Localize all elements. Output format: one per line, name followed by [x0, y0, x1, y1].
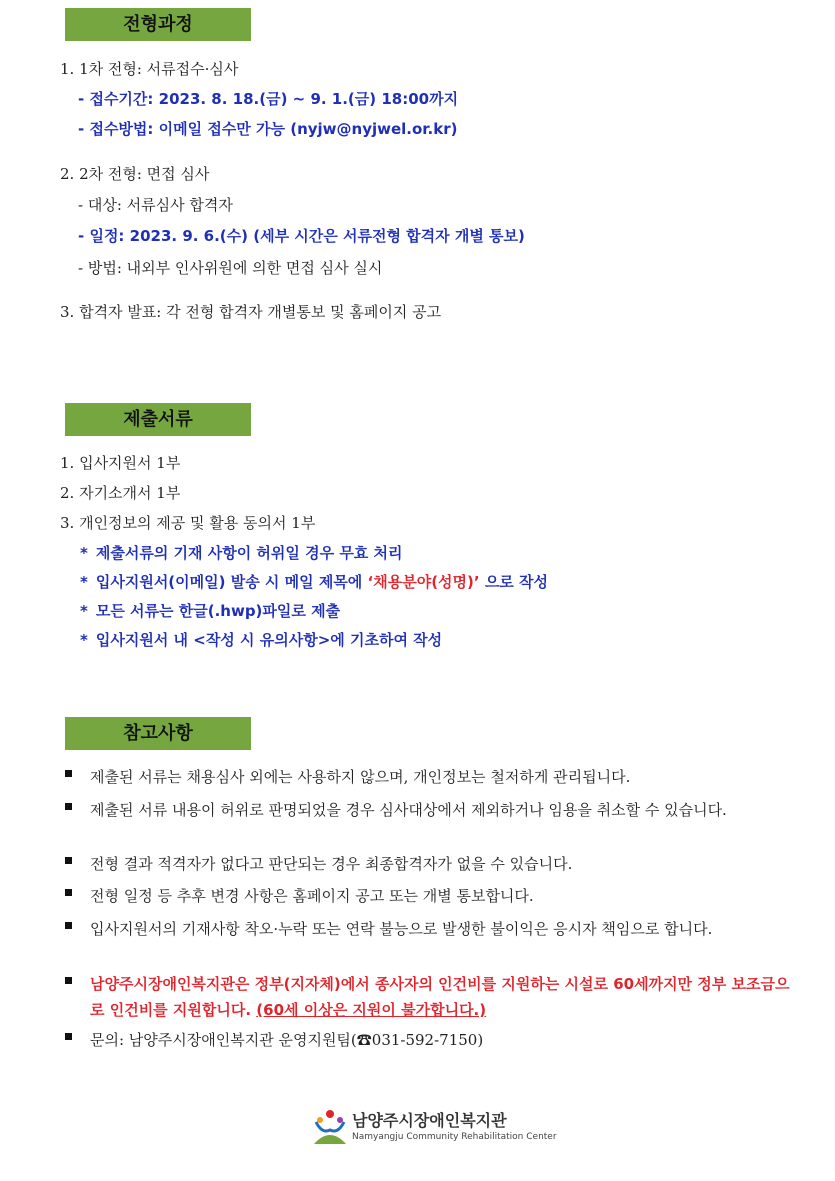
square-bullet-icon: [65, 770, 72, 777]
note-bullet-1-text: 제출된 서류는 채용심사 외에는 사용하지 않으며, 개인정보는 철저하게 관리됩니다.: [90, 768, 631, 786]
note-bullet-6-text: [65, 971, 790, 1023]
org-logo: [310, 1108, 557, 1152]
doc-note-4-text: 입사지원서 내 <작성 시 유의사항>에 기초하여 작성: [95, 631, 443, 649]
note-bullet-2-text: 제출된 서류 내용이 허위로 판명되었을 경우 심사대상에서 제외하거나 임용을 취소할 수 있습니다.: [90, 801, 727, 819]
note-bullet-4: [65, 883, 790, 909]
doc-item-1: 1. 입사지원서 1부: [60, 454, 181, 472]
asterisk-icon: *: [80, 544, 88, 562]
note-bullet-2: [65, 797, 790, 823]
note-bullet-1: [65, 764, 790, 790]
note-bullet-3-text: 전형 결과 적격자가 없다고 판단되는 경우 최종합격자가 없을 수 있습니다.: [90, 855, 573, 873]
org-name-english: Namyangju Community Rehabilitation Center: [352, 1132, 557, 1142]
process-item-2: 2. 2차 전형: 면접 심사: [60, 165, 210, 183]
note-bullet-3: [65, 851, 790, 877]
asterisk-icon: *: [80, 573, 88, 591]
doc-note-2-text-b: 으로 작성: [479, 573, 548, 591]
doc-note-2: [80, 571, 548, 592]
application-period: - 접수기간: 2023. 8. 18.(금) ~ 9. 1.(금) 18:00까지: [78, 90, 459, 108]
process-item-1: 1. 1차 전형: 서류접수·심사: [60, 60, 239, 78]
doc-note-2-red: ‘채용분야(성명)’: [367, 573, 480, 591]
note-bullet-4-text: 전형 일정 등 추후 변경 사항은 홈페이지 공고 또는 개별 통보합니다.: [90, 887, 534, 905]
org-logo-icon: [310, 1108, 350, 1148]
section-title-process: 전형과정: [65, 8, 251, 41]
section-title-notes: 참고사항: [65, 717, 251, 750]
doc-note-3-text: 모든 서류는 한글(.hwp)파일로 제출: [95, 602, 341, 620]
note-bullet-6-text-a: 남양주시장애인복지관은 정부(지자체)에서 종사자의 인건비를 지원하는 시설로 60세까지만 정부 보조금으로 인건비를 지원합니다.: [90, 975, 790, 1019]
contact-info: 문의: 남양주시장애인복지관 운영지원팀(☎031-592-7150): [90, 1031, 484, 1049]
note-bullet-5-text: 입사지원서의 기재사항 착오·누락 또는 연락 불능으로 발생한 불이익은 응시자 책임으로 합니다.: [90, 920, 713, 938]
doc-item-3: 3. 개인정보의 제공 및 활용 동의서 1부: [60, 514, 316, 532]
interview-target: - 대상: 서류심사 합격자: [78, 196, 233, 214]
org-name: 남양주시장애인복지관: [352, 1111, 507, 1130]
doc-note-3: [80, 600, 340, 621]
doc-note-1: [80, 542, 403, 563]
asterisk-icon: *: [80, 631, 88, 649]
square-bullet-icon: [65, 857, 72, 864]
interview-date: - 일정: 2023. 9. 6.(수) (세부 시간은 서류전형 합격자 개별 통보): [78, 227, 525, 245]
square-bullet-icon: [65, 1033, 72, 1040]
interview-method: - 방법: 내외부 인사위원에 의한 면접 심사 실시: [78, 259, 383, 277]
note-bullet-7: [65, 1027, 790, 1053]
note-bullet-5: [65, 916, 790, 942]
square-bullet-icon: [65, 922, 72, 929]
application-method: - 접수방법: 이메일 접수만 가능 (nyjw@nyjwel.or.kr): [78, 120, 458, 138]
doc-item-2: 2. 자기소개서 1부: [60, 484, 181, 502]
square-bullet-icon: [65, 803, 72, 810]
note-bullet-6: [65, 971, 790, 1023]
section-title-documents: 제출서류: [65, 403, 251, 436]
square-bullet-icon: [65, 977, 72, 984]
process-item-3: 3. 합격자 발표: 각 전형 합격자 개별통보 및 홈페이지 공고: [60, 303, 442, 321]
doc-note-2-text-a: 입사지원서(이메일) 발송 시 메일 제목에: [95, 573, 368, 591]
square-bullet-icon: [65, 889, 72, 896]
note-bullet-6-underlined: (60세 이상은 지원이 불가합니다.): [256, 1001, 487, 1019]
doc-note-4: [80, 629, 442, 650]
asterisk-icon: *: [80, 602, 88, 620]
doc-note-1-text: 제출서류의 기재 사항이 허위일 경우 무효 처리: [95, 544, 403, 562]
